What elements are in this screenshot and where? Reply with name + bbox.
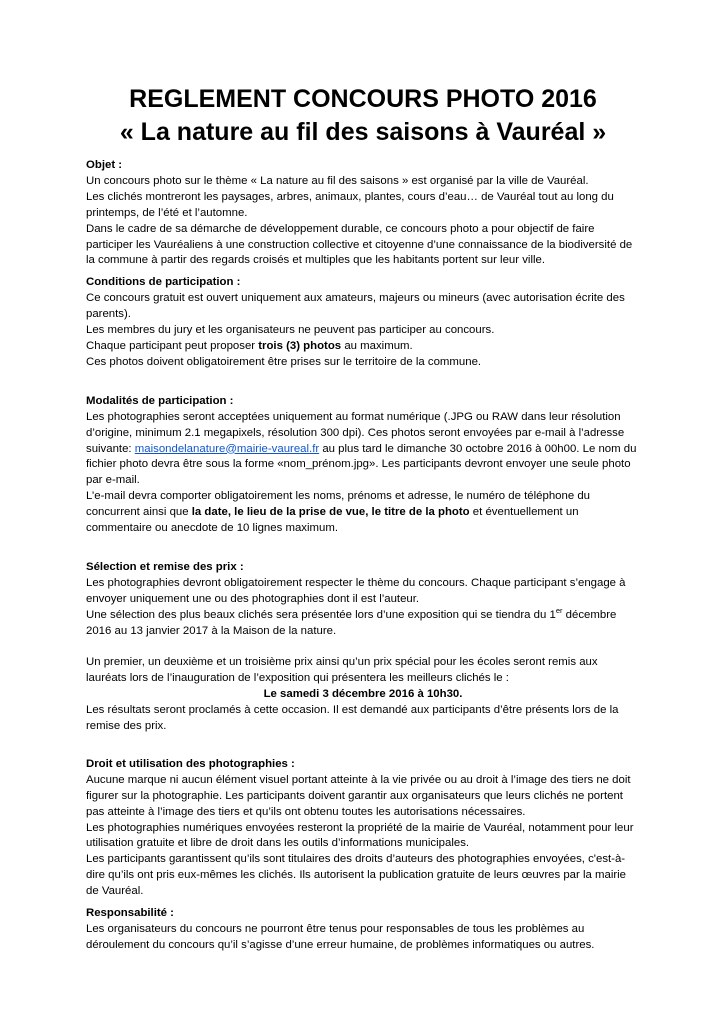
text-run: Dans le cadre de sa démarche de développement durable, ce concours photo a pour objectif de faire participer les Vauréaliens à une construction collective et citoyenne d’une connaissance de la biodiversité de la commune à partir des regards croisés et multiples que les habitants portent sur leur ville. xyxy=(86,222,633,267)
paragraph xyxy=(86,489,640,537)
text-run: au plus tard le dimanche 30 octobre 2016 à 00h00. Le nom du fichier photo devra être sous la forme «nom_prénom.jpg». Les participants devront envoyer une seule photo par e-mail. xyxy=(86,442,637,487)
email-link[interactable]: maisondelanature@mairie-vaureal.fr xyxy=(134,442,320,455)
text-run: décembre 2016 au 13 janvier 2017 à la Maison de la nature. xyxy=(86,608,617,637)
section-heading-responsabilite: Responsabilité : xyxy=(86,907,174,920)
document-title-line2: « La nature au fil des saisons à Vauréal » xyxy=(119,118,607,146)
paragraph xyxy=(86,605,640,640)
text-run: au maximum. xyxy=(341,339,413,352)
text-run: Chaque participant peut proposer xyxy=(86,339,259,352)
bold-text: la date, le lieu de la prise de vue, le titre de la photo xyxy=(191,506,470,519)
paragraph xyxy=(86,174,640,190)
document-title xyxy=(86,83,640,149)
bold-text: trois (3) photos xyxy=(258,339,342,352)
paragraph xyxy=(86,410,640,490)
text-run: Un concours photo sur le thème « La nature au fil des saisons » est organisé par la ville de Vauréal. xyxy=(86,174,589,187)
section-heading-droit: Droit et utilisation des photographies : xyxy=(86,757,295,770)
text-run: Ces photos doivent obligatoirement être prises sur le territoire de la commune. xyxy=(86,355,482,368)
section-heading-modalites: Modalités de participation : xyxy=(86,394,234,407)
section-objet xyxy=(86,158,640,269)
document-body xyxy=(86,158,640,954)
paragraph xyxy=(86,222,640,270)
paragraph xyxy=(86,852,640,900)
text-run: Les photographies numériques envoyées resteront la propriété de la mairie de Vauréal, notamment pour leur utilisation gratuite et libre de droit dans les outils d’informations municipales. xyxy=(86,821,634,850)
text-run: Les participants garantissent qu’ils sont titulaires des droits d’auteurs des photographies envoyées, c'est-à-dire qu’ils ont pris eux-mêmes les clichés. Ils autorisent la publication gratuite de leurs œuvres par la mairie de Vauréal. xyxy=(86,853,627,898)
section-conditions xyxy=(86,275,640,370)
paragraph xyxy=(86,703,640,735)
document-title-line1: REGLEMENT CONCOURS PHOTO 2016 xyxy=(129,85,597,113)
paragraph xyxy=(86,922,640,954)
paragraph xyxy=(86,291,640,323)
text-run: Les résultats seront proclamés à cette occasion. Il est demandé aux participants d’être présents lors de la remise des prix. xyxy=(86,704,619,732)
paragraph xyxy=(86,323,640,339)
paragraph xyxy=(86,821,640,853)
paragraph xyxy=(86,576,640,608)
text-run: Un premier, un deuxième et un troisième prix ainsi qu’un prix spécial pour les écoles seront remis aux lauréats lors de l’inauguration de l’exposition qui présentera les meilleurs clichés le : xyxy=(86,656,598,685)
section-selection xyxy=(86,560,640,735)
paragraph xyxy=(86,190,640,222)
text-run: Les clichés montreront les paysages, arbres, animaux, plantes, cours d’eau… de Vauréal tout au long du printemps, de l’été et l’automne. xyxy=(86,190,614,219)
section-responsabilite xyxy=(86,906,640,954)
text-run: Les membres du jury et les organisateurs ne peuvent pas participer au concours. xyxy=(86,324,495,337)
bold-text: Le samedi 3 décembre 2016 à 10h30. xyxy=(263,688,463,701)
section-droit xyxy=(86,757,640,900)
text-run: et éventuellement un commentaire ou anecdote de 10 lignes maximum. xyxy=(86,506,579,535)
paragraph xyxy=(86,655,640,687)
text-run: Les photographies seront acceptées uniquement au format numérique (.JPG ou RAW dans leur résolution d’origine, minimum 2.1 megapixels, résolution 300 dpi). Ces photos seront envoyées par e-mail à l’adresse suivante: xyxy=(86,410,625,455)
text-run: Aucune marque ni aucun élément visuel portant atteinte à la vie privée ou au droit à l’image des tiers ne doit figurer sur la photographie. Les participants doivent garantir aux organisateurs que leurs clichés ne portent pas atteinte à l’image des tiers et qu’ils ont obtenu toutes les autorisations nécessaires. xyxy=(86,773,631,818)
section-modalites xyxy=(86,394,640,537)
paragraph xyxy=(86,687,640,703)
text-run: Les photographies devront obligatoirement respecter le thème du concours. Chaque participant s’engage à envoyer uniquement une ou des photographies dont il est l’auteur. xyxy=(86,576,626,605)
text-run: L’e-mail devra comporter obligatoirement les noms, prénoms et adresse, le numéro de téléphone du concurrent ainsi que xyxy=(86,490,590,519)
text-run: Les organisateurs du concours ne pourront être tenus pour responsables de tous les problèmes au déroulement du concours qu’il s’agisse d’une erreur humaine, de problèmes informatiques ou autres. xyxy=(86,922,595,951)
text-run: Une sélection des plus beaux clichés sera présentée lors d’une exposition qui se tiendra du 1 xyxy=(86,608,556,621)
section-heading-selection: Sélection et remise des prix : xyxy=(86,560,244,573)
superscript: er xyxy=(555,605,563,615)
text-run: Ce concours gratuit est ouvert uniquement aux amateurs, majeurs ou mineurs (avec autorisation écrite des parents). xyxy=(86,292,625,321)
section-heading-objet: Objet : xyxy=(86,159,123,171)
paragraph xyxy=(86,773,640,821)
paragraph xyxy=(86,339,640,355)
blank-line xyxy=(86,639,640,655)
section-heading-conditions: Conditions de participation : xyxy=(86,276,241,289)
paragraph xyxy=(86,355,640,371)
